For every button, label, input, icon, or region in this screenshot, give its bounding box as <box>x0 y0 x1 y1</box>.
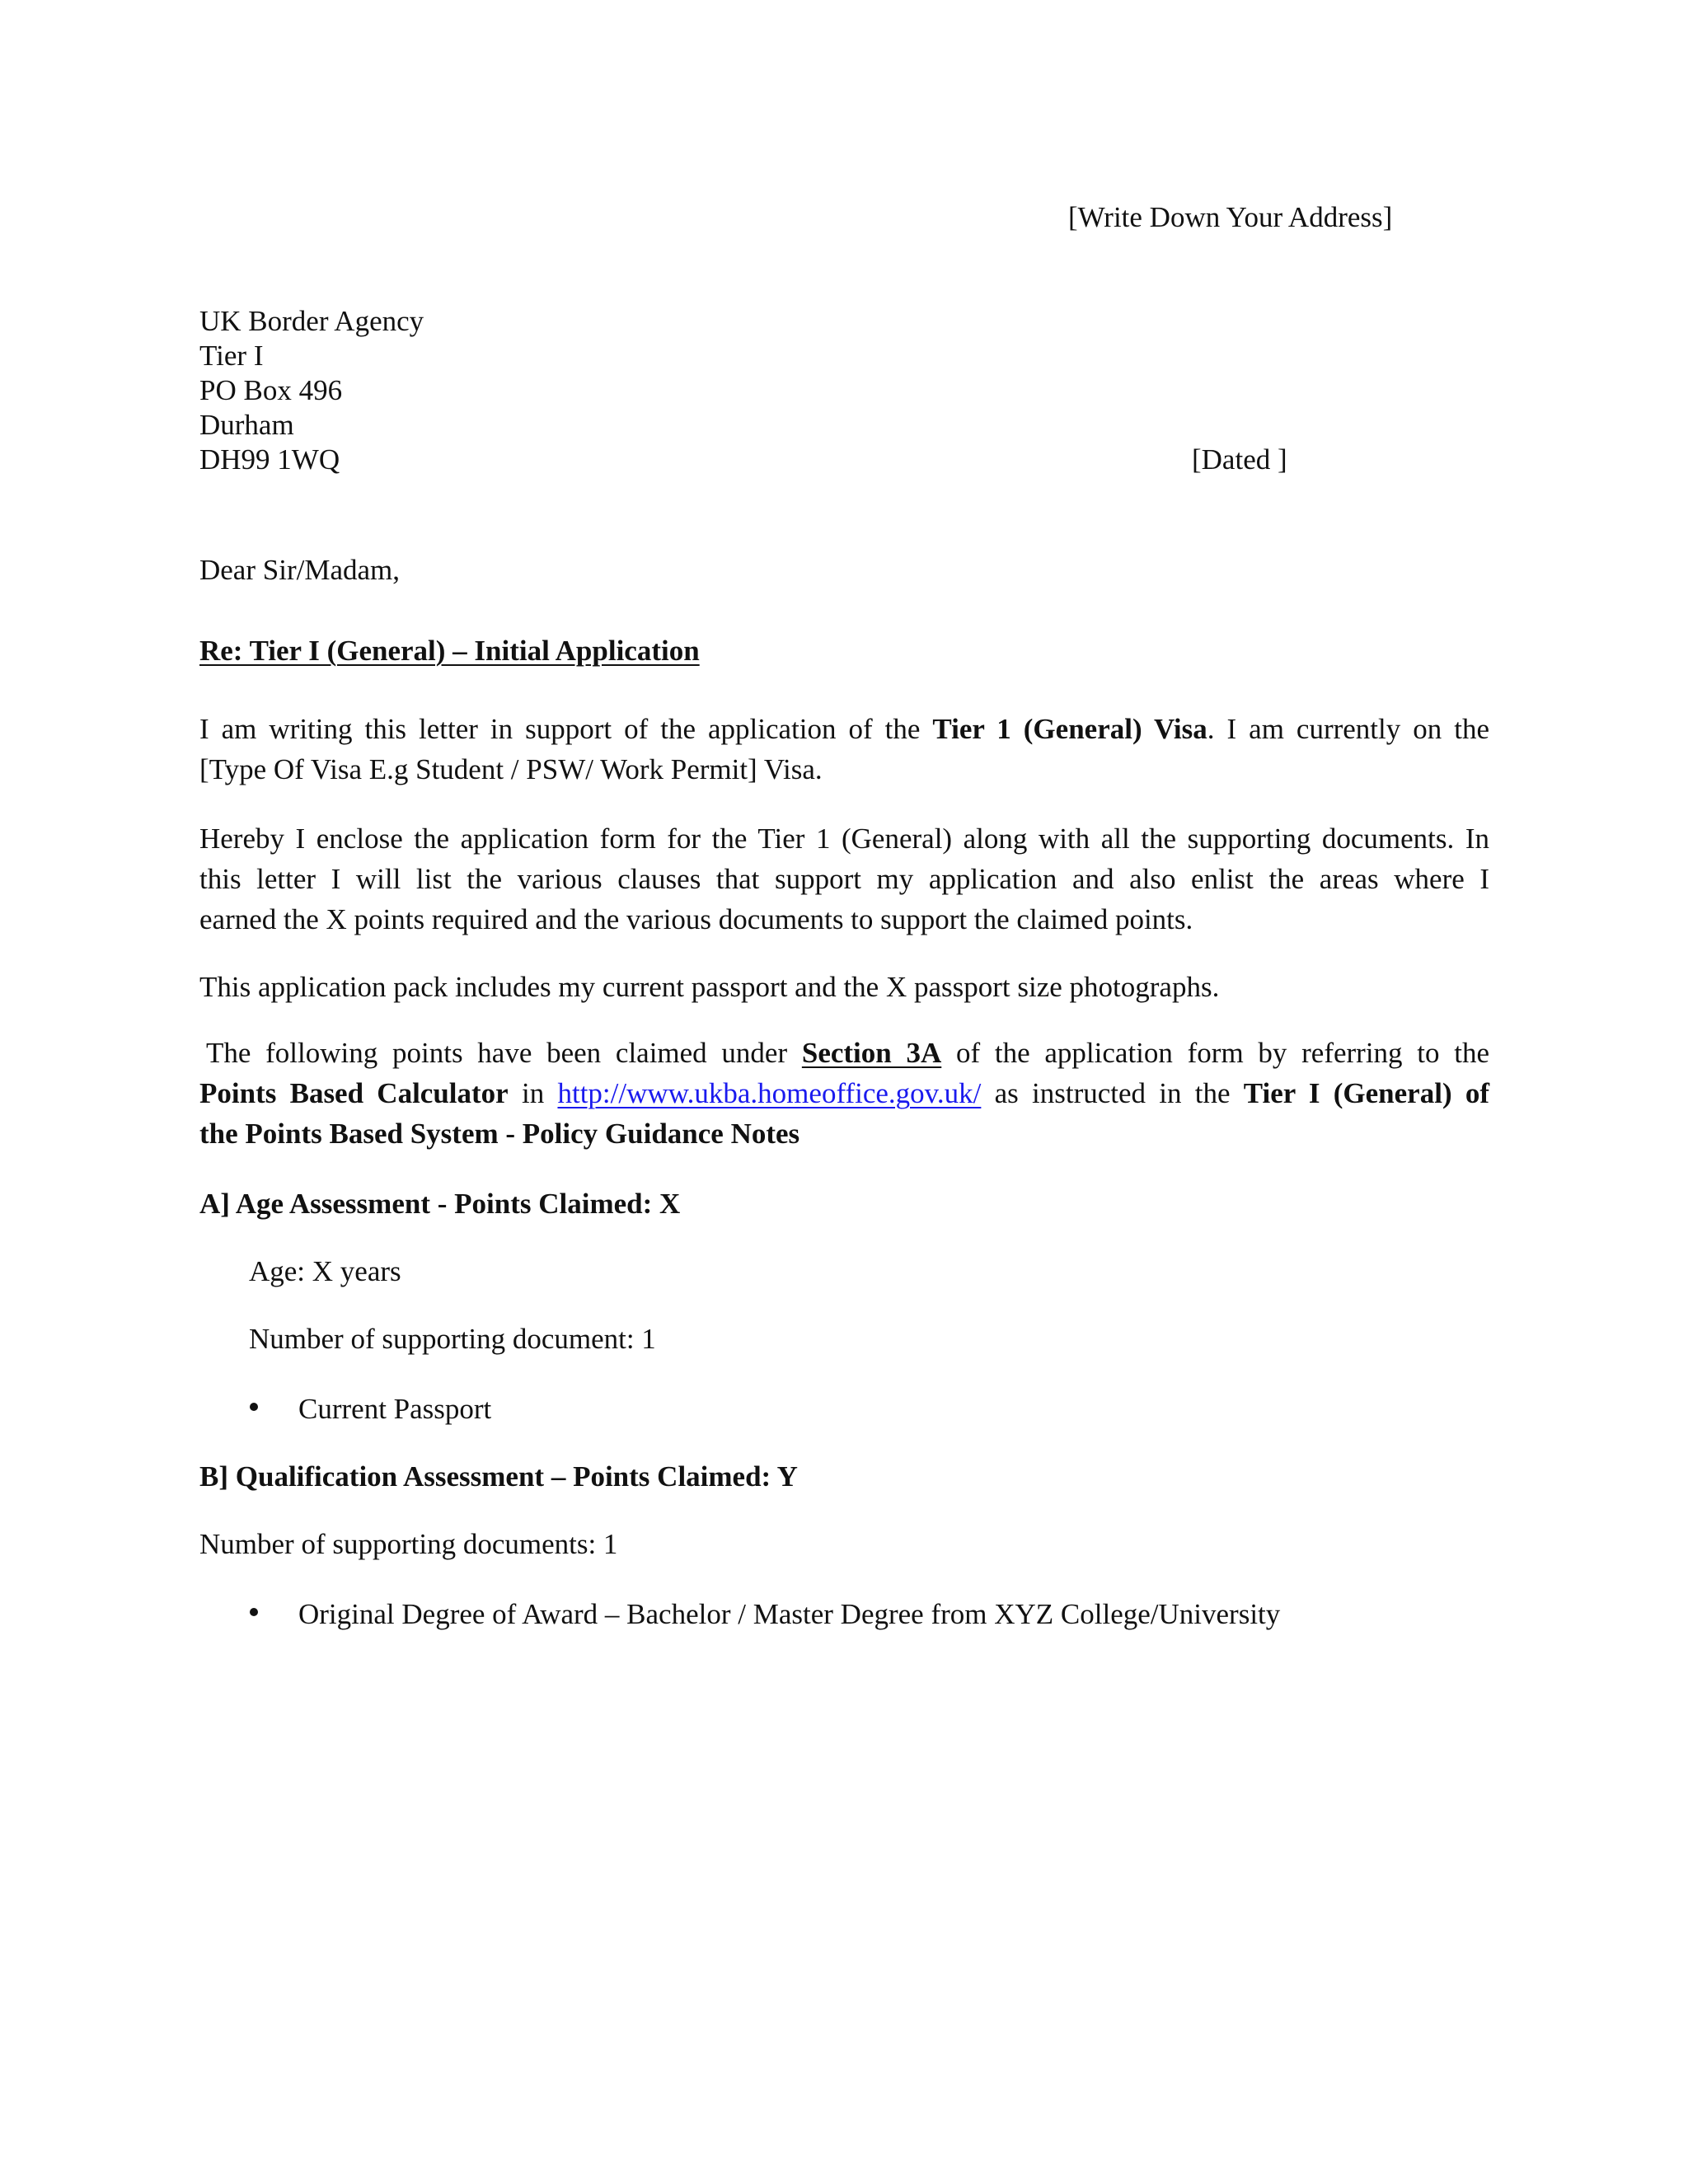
section-b-docs-count: Number of supporting documents: 1 <box>199 1528 618 1560</box>
salutation: Dear Sir/Madam, <box>199 554 400 586</box>
bullet-icon <box>250 1403 258 1411</box>
section-a-heading: A] Age Assessment - Points Claimed: X <box>199 1188 681 1220</box>
ukba-link[interactable]: http://www.ukba.homeoffice.gov.uk/ <box>557 1077 982 1109</box>
paragraph-4-continued <box>199 1073 1489 1154</box>
recipient-line-5: DH99 1WQ <box>199 443 340 476</box>
guidance-title-part-1: Tier I (General) of <box>1243 1077 1490 1109</box>
paragraph-4-text-b: of the application form by referring to the <box>956 1037 1490 1069</box>
paragraph-4-text-c: in <box>521 1077 545 1109</box>
paragraph-2-line-2: this letter I will list the various clauses that support my application and also enlist the areas where I <box>199 863 1489 895</box>
sender-address: [Write Down Your Address] <box>1068 201 1393 233</box>
subject-line: Re: Tier I (General) – Initial Application <box>199 635 700 667</box>
paragraph-1-text-b: . I am currently on the <box>1207 713 1489 745</box>
paragraph-3 <box>199 967 1489 1007</box>
section-a-docs-count: Number of supporting document: 1 <box>249 1323 656 1355</box>
section-b-heading: B] Qualification Assessment – Points Claimed: Y <box>199 1460 798 1493</box>
section-a-age: Age: X years <box>249 1255 401 1287</box>
bullet-icon <box>250 1608 258 1616</box>
paragraph-1-text-a: I am writing this letter in support of the application of the <box>199 713 921 745</box>
paragraph-4-text-a: The following points have been claimed under <box>206 1037 788 1069</box>
recipient-line-1: UK Border Agency <box>199 305 424 337</box>
guidance-title-part-2: the Points Based System - Policy Guidance Notes <box>199 1118 800 1150</box>
paragraph-2 <box>199 818 1489 940</box>
calculator-name: Points Based Calculator <box>199 1077 509 1109</box>
paragraph-2-line-1: Hereby I enclose the application form for the Tier 1 (General) along with all the supporting documents. In <box>199 823 1489 855</box>
recipient-line-4: Durham <box>199 409 294 441</box>
paragraph-2-line-3: earned the X points required and the various documents to support the claimed points. <box>199 903 1193 935</box>
date-placeholder: [Dated ] <box>1192 443 1287 476</box>
paragraph-1-line-2: [Type Of Visa E.g Student / PSW/ Work Permit] Visa. <box>199 753 823 785</box>
paragraph-3-line-1: This application pack includes my current passport and the X passport size photographs. <box>199 971 1220 1003</box>
paragraph-4-text-d: as instructed in the <box>994 1077 1231 1109</box>
recipient-line-3: PO Box 496 <box>199 374 343 406</box>
list-item: Original Degree of Award – Bachelor / Master Degree from XYZ College/University <box>298 1598 1281 1630</box>
paragraph-1 <box>199 709 1489 790</box>
list-item: Current Passport <box>298 1393 492 1425</box>
visa-name: Tier 1 (General) Visa <box>932 713 1207 745</box>
recipient-line-2: Tier I <box>199 340 264 372</box>
section-reference: Section 3A <box>801 1037 942 1069</box>
paragraph-4 <box>206 1033 1489 1073</box>
